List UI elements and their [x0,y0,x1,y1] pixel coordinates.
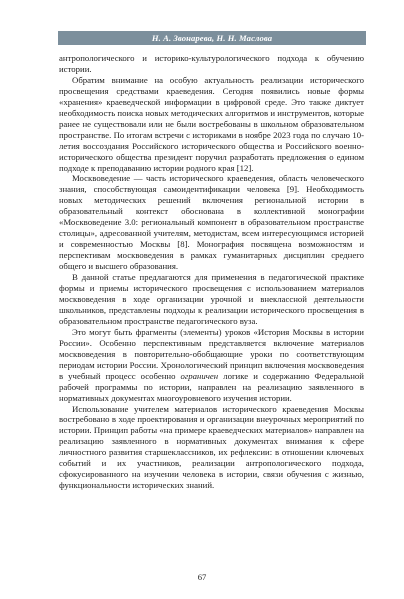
paragraph-text: Это могут быть фрагменты (элементы) уроков «История Москвы в истории России». Особенно перспективным представляется включение материалов москвоведения в повторительно-обобщающие уроки по соответствующим периодам истории России. Хронологический принцип включения москвоведения в учебный процесс особенно [59,326,364,381]
paragraph-continued: антропологического и историко-культурологического подхода к обучению истории. [59,53,364,74]
page-number: 67 [197,572,207,582]
paragraph: Обратим внимание на особую актуальность реализации исторического просвещения средствами краеведения. Сегодня появились новые формы «хранения» краеведческой информации в цифровой среде. Это также диктует необходимость поиска новых методических алгоритмов и инструментов, которые ранее не существовали или не были востребованы в школьном образовательном пространстве. По итогам встречи с историками в ноябре 2023 года по случаю 10-летия воссоздания Российского исторического общества и Российского военно-исторического общества президент поручил разработать предложения о едином подходе к преподаванию истории родного края [12]. [59,74,364,173]
paragraph: Использование учителем материалов исторического краеведения Москвы востребовано в ходе проектирования и организации внеурочных мероприятий по истории. Принцип работы «на примере краеведческих материалов» направлен на реализацию заявленного в нормативных документах внимания к сфере личностного развития старшеклассников, их рефлексии: в отношении ключевых событий и их участников, реализации антропологического подхода, сфокусированного на изучении человека в истории, связи обучения с жизнью, функциональности исторических знаний. [59,403,364,491]
paragraph [59,327,364,404]
emphasis-word: ограничен [180,370,219,381]
paragraph: Москвоведение — часть исторического краеведения, область человеческого знания, способствующая самоидентификации человека [9]. Необходимость новых методических решений включения региональной истории в образовательный контекст обоснована в коллективной монографии «Москвоведение 3.0: региональный компонент в образовательном пространстве столицы», адресованной учителям, методистам, всем интересующимся историей и современностью Москвы [8]. Монография посвящена возможностям и перспективам москвоведения в рамках гуманитарных дисциплин среднего общего и высшего образования. [59,173,364,272]
paragraph: В данной статье предлагаются для применения в педагогической практике формы и приемы исторического просвещения с использованием материалов москвоведения в ходе организации урочной и внеклассной деятельности школьников, представлены подходы к реализации исторического просвещения в образовательном пространстве педагогического вуза. [59,272,364,326]
running-header [58,31,366,45]
article-body [59,53,364,491]
header-authors: Н. А. Звонарева, Н. Н. Маслова [151,33,273,43]
paragraph-text: логике и содержанию Федеральной рабочей программы по истории, направлен на реализацию заявленного в нормативных документах многоуровневого изучения истории. [59,370,364,403]
